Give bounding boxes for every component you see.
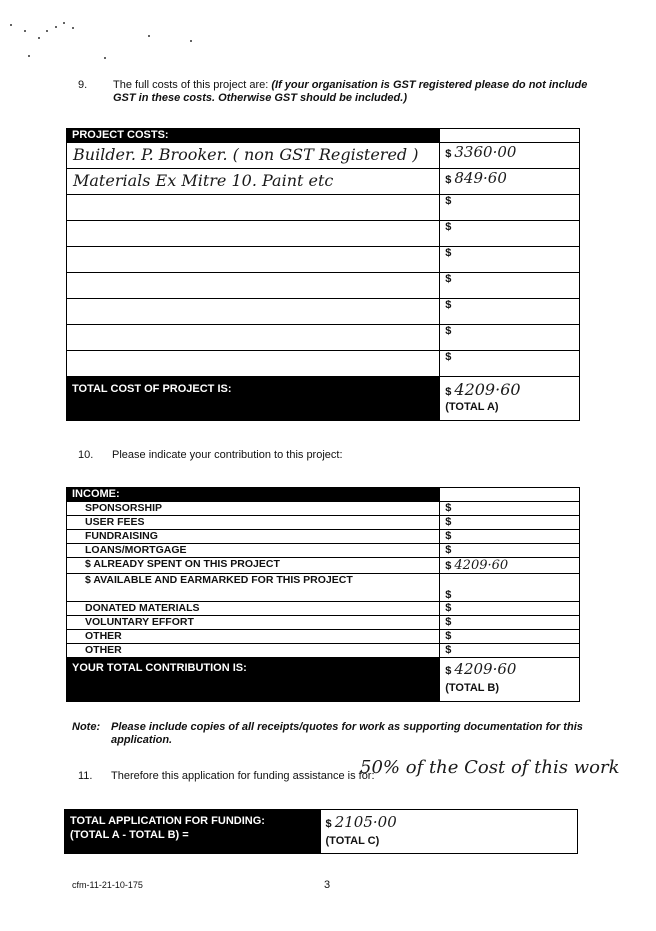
income-other-2-amount[interactable] xyxy=(440,644,580,658)
cost-row-7-amount-cell[interactable] xyxy=(440,299,580,325)
cost-row-1-currency: $ xyxy=(445,148,452,160)
income-sponsorship-currency: $ xyxy=(445,502,452,514)
total-b-amount: 4209·60 xyxy=(454,660,517,678)
income-other-2-label: OTHER xyxy=(67,644,440,658)
cost-row-8-currency: $ xyxy=(445,325,452,337)
total-cost-label: TOTAL COST OF PROJECT IS: xyxy=(67,377,440,421)
income-donated-currency: $ xyxy=(445,602,452,614)
income-voluntary-amount[interactable] xyxy=(440,616,580,630)
total-b-tag: (TOTAL B) xyxy=(445,682,499,694)
cost-row-8-description[interactable] xyxy=(67,325,440,351)
q10-number: 10. xyxy=(78,449,94,461)
cost-row-2-amount-cell[interactable] xyxy=(440,169,580,195)
cost-row-9-amount-cell[interactable] xyxy=(440,351,580,377)
cost-row-4-amount-cell[interactable] xyxy=(440,221,580,247)
project-costs-header: PROJECT COSTS: xyxy=(67,129,440,143)
cost-row-4-description[interactable] xyxy=(67,221,440,247)
cost-row-3-description[interactable] xyxy=(67,195,440,221)
cost-row-5-amount-cell[interactable] xyxy=(440,247,580,273)
q9-text xyxy=(113,79,593,105)
income-other-1-label: OTHER xyxy=(67,630,440,644)
note-text: Please include copies of all receipts/quotes for work as supporting documentation for this application. xyxy=(111,721,583,746)
cost-row-2-amount: 849·60 xyxy=(454,169,507,187)
cost-row-3-currency: $ xyxy=(445,195,452,207)
q11-number: 11. xyxy=(78,770,93,782)
total-b-cell[interactable] xyxy=(440,658,580,702)
cost-row-4-currency: $ xyxy=(445,221,452,233)
income-voluntary-label: VOLUNTARY EFFORT xyxy=(67,616,440,630)
total-contribution-label: YOUR TOTAL CONTRIBUTION IS: xyxy=(67,658,440,702)
income-fundraising-amount[interactable] xyxy=(440,530,580,544)
cost-row-2-currency: $ xyxy=(445,174,452,186)
total-a-cell[interactable] xyxy=(440,377,580,421)
cost-row-7-description[interactable] xyxy=(67,299,440,325)
cost-row-6-currency: $ xyxy=(445,273,452,285)
q9-number: 9. xyxy=(78,79,88,91)
cost-row-6-amount-cell[interactable] xyxy=(440,273,580,299)
cost-row-9-currency: $ xyxy=(445,351,452,363)
income-header: INCOME: xyxy=(67,488,440,502)
income-already-spent-value: 4209·60 xyxy=(454,558,509,573)
cost-row-2-description[interactable]: Materials Ex Mitre 10. Paint etc xyxy=(67,169,440,195)
total-a-currency: $ xyxy=(445,386,452,398)
income-loans-label: LOANS/MORTGAGE xyxy=(67,544,440,558)
cost-row-3-amount-cell[interactable] xyxy=(440,195,580,221)
q11-handwritten-answer[interactable]: 50% of the Cost of this work xyxy=(360,757,620,778)
total-b-currency: $ xyxy=(445,665,452,677)
income-donated-label: DONATED MATERIALS xyxy=(67,602,440,616)
total-c-tag: (TOTAL C) xyxy=(325,835,380,847)
project-costs-table xyxy=(66,128,580,421)
total-c-currency: $ xyxy=(325,818,332,830)
total-a-amount: 4209·60 xyxy=(454,380,521,399)
cost-row-9-description[interactable] xyxy=(67,351,440,377)
income-other-2-currency: $ xyxy=(445,644,452,656)
q11-text: Therefore this application for funding assistance is for: xyxy=(111,770,375,782)
q9-gst-note: (If your organisation is GST registered please do not include GST in these costs. Otherwise GST should be included.) xyxy=(113,79,588,104)
application-label-line2: (TOTAL A - TOTAL B) = xyxy=(70,829,189,841)
income-loans-currency: $ xyxy=(445,544,452,556)
cost-row-1-amount: 3360·00 xyxy=(454,143,517,161)
cost-row-8-amount-cell[interactable] xyxy=(440,325,580,351)
income-loans-amount[interactable] xyxy=(440,544,580,558)
footer-doc-code: cfm-11-21-10-175 xyxy=(72,880,143,890)
cost-row-7-currency: $ xyxy=(445,299,452,311)
note-label: Note: xyxy=(72,721,101,733)
income-user-fees-label: USER FEES xyxy=(67,516,440,530)
income-user-fees-amount[interactable] xyxy=(440,516,580,530)
income-already-spent-currency: $ xyxy=(445,560,452,572)
income-donated-amount[interactable] xyxy=(440,602,580,616)
income-voluntary-currency: $ xyxy=(445,616,452,628)
income-fundraising-currency: $ xyxy=(445,530,452,542)
income-sponsorship-label: SPONSORSHIP xyxy=(67,502,440,516)
cost-row-5-description[interactable] xyxy=(67,247,440,273)
cost-row-5-currency: $ xyxy=(445,247,452,259)
application-total-label xyxy=(65,810,321,854)
income-user-fees-currency: $ xyxy=(445,516,452,528)
cost-row-1-amount-cell[interactable] xyxy=(440,143,580,169)
application-total-table xyxy=(64,809,578,854)
income-earmarked-amount[interactable] xyxy=(440,574,580,602)
cost-row-6-description[interactable] xyxy=(67,273,440,299)
q9-question: The full costs of this project are: xyxy=(113,79,269,91)
income-other-1-amount[interactable] xyxy=(440,630,580,644)
application-label-line1: TOTAL APPLICATION FOR FUNDING: xyxy=(70,815,265,827)
income-table xyxy=(66,487,580,702)
income-already-spent-label: $ ALREADY SPENT ON THIS PROJECT xyxy=(67,558,440,574)
total-a-tag: (TOTAL A) xyxy=(445,401,499,413)
income-fundraising-label: FUNDRAISING xyxy=(67,530,440,544)
total-c-amount: 2105·00 xyxy=(334,813,397,831)
q10-text: Please indicate your contribution to this project: xyxy=(112,449,343,461)
income-sponsorship-amount[interactable] xyxy=(440,502,580,516)
cost-row-1-description[interactable]: Builder. P. Brooker. ( non GST Registered ) xyxy=(67,143,440,169)
income-earmarked-currency: $ xyxy=(445,589,452,601)
income-already-spent-amount[interactable] xyxy=(440,558,580,574)
income-earmarked-label: $ AVAILABLE AND EARMARKED FOR THIS PROJECT xyxy=(67,574,440,602)
page-number: 3 xyxy=(324,879,331,891)
income-other-1-currency: $ xyxy=(445,630,452,642)
total-c-cell[interactable] xyxy=(320,810,577,854)
